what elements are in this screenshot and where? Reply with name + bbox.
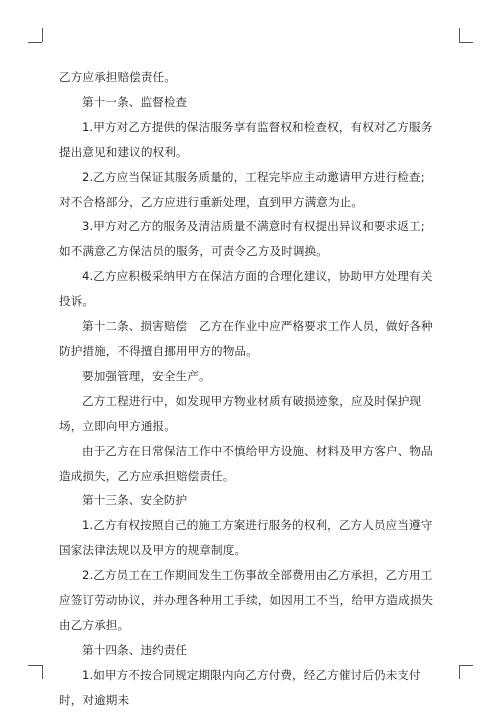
crop-mark-top-right-v (459, 28, 460, 42)
crop-mark-bottom-right-v (459, 665, 460, 679)
paragraph: 3.甲方对乙方的服务及清洁质量不满意时有权提出异议和要求返工; (82, 219, 425, 234)
paragraph: 4.乙方应积极采纳甲方在保洁方面的合理化建议，协助甲方处理有关投诉。 (59, 269, 433, 309)
section-heading: 第十四条、违约责任 (82, 642, 188, 657)
paragraph: 2.乙方应当保证其服务质量的，工程完毕应主动邀请甲方进行检查; (82, 169, 425, 184)
document-body (59, 65, 443, 713)
paragraph: 乙方应承担赔偿责任。 (59, 70, 176, 84)
crop-mark-bottom-left-v (42, 665, 43, 679)
crop-mark-bottom-left-h (28, 665, 42, 666)
section-heading: 第十三条、安全防护 (82, 493, 188, 508)
paragraph: 对不合格部分，乙方应进行重新处理，直到甲方满意为止。 (59, 194, 364, 209)
paragraph: 2.乙方员工在工作期间发生工伤事故全部费用由乙方承担，乙方用工应签订劳动协议，并办理各种用工手续，如因用工不当，给甲方造成损失由乙方承担。 (59, 568, 434, 632)
paragraph: 1.乙方有权按照自己的施工方案进行服务的权利，乙方人员应当遵守国家法律法规以及甲方的规章制度。 (59, 518, 433, 558)
paragraph: 乙方工程进行中，如发现甲方物业材质有破损迹象，应及时保护现场，立即向甲方通报。 (59, 393, 422, 433)
paragraph: 要加强管理，安全生产。 (82, 368, 211, 383)
section-heading: 第十二条、损害赔偿 乙方在作业中应严格要求工作人员，做好各种防护措施，不得擅自挪用甲方的物品。 (59, 319, 433, 358)
paragraph: 1.甲方对乙方提供的保洁服务享有监督权和检查权，有权对乙方服务提出意见和建议的权利。 (59, 119, 433, 159)
crop-mark-top-right-h (459, 42, 473, 43)
crop-mark-top-left-v (42, 28, 43, 42)
paragraph: 由于乙方在日常保洁工作中不慎给甲方设施、材料及甲方客户、物品造成损失，乙方应承担赔偿责任。 (59, 443, 433, 483)
paragraph: 1.如甲方不按合同规定期限内向乙方付费，经乙方催讨后仍未支付时，对逾期未 (59, 667, 421, 707)
crop-mark-top-left-h (28, 42, 42, 43)
paragraph: 如不满意乙方保洁员的服务，可责令乙方及时调换。 (59, 244, 328, 259)
crop-mark-bottom-right-h (459, 665, 473, 666)
section-heading: 第十一条、监督检查 (82, 94, 188, 109)
